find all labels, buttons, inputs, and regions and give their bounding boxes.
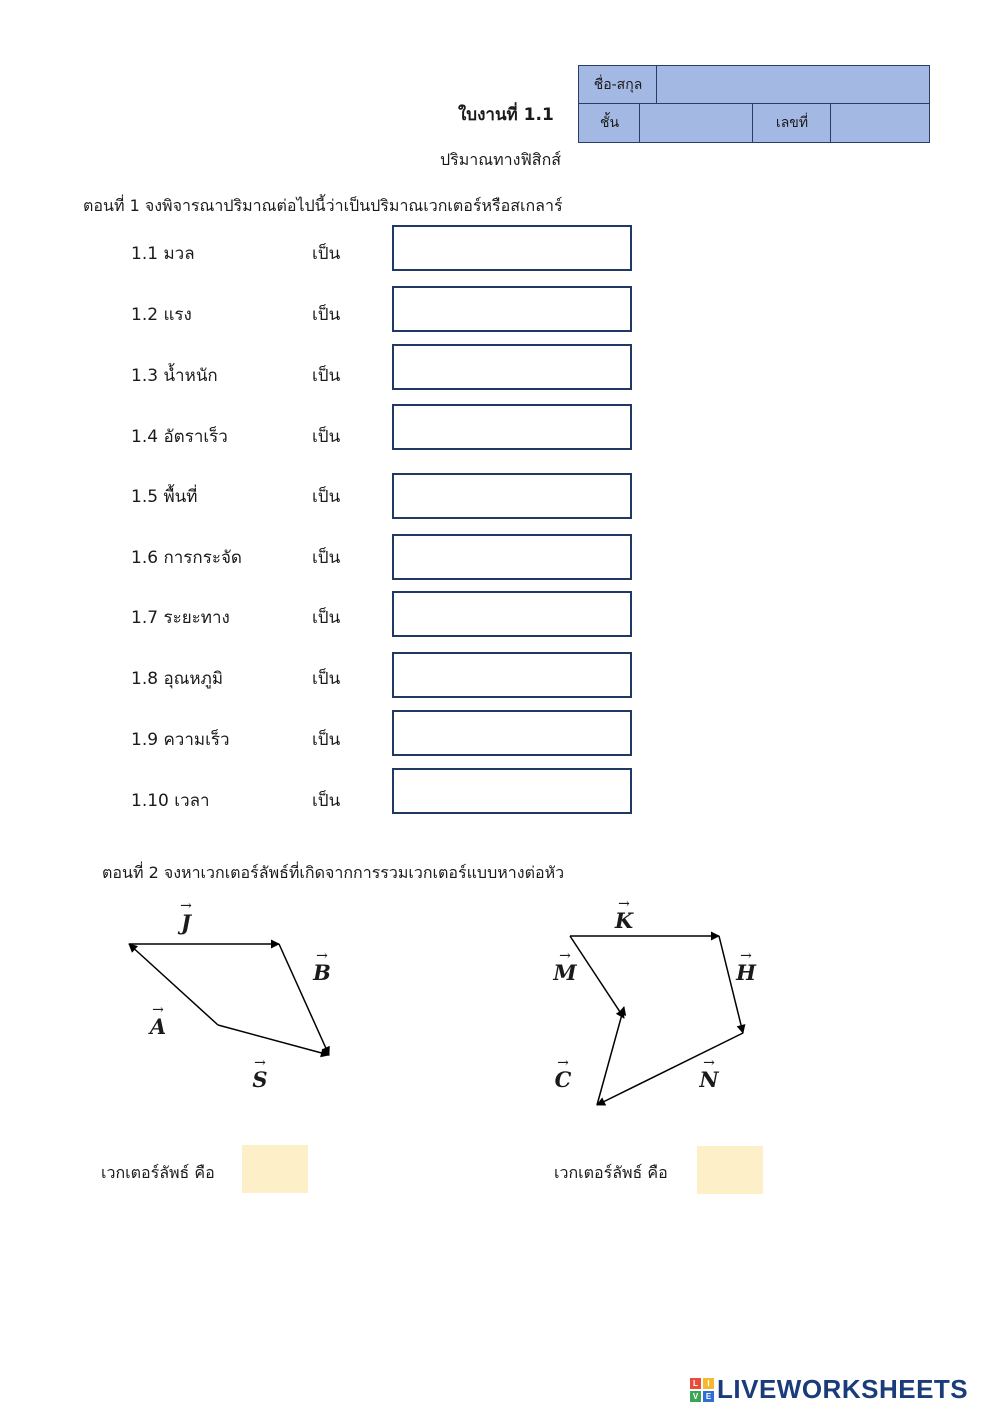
is-label-5: เป็น: [312, 487, 341, 507]
is-label-7: เป็น: [312, 608, 341, 628]
question-label-6: 1.6 การกระจัด: [131, 548, 242, 568]
is-label-10: เป็น: [312, 791, 341, 811]
vector-c-label: → C: [551, 1059, 575, 1092]
question-label-3: 1.3 น้ำหนัก: [131, 366, 218, 386]
vector-s-label: → S: [248, 1059, 272, 1092]
vector-h-label: → H: [734, 952, 758, 985]
vector-arrow-icon: →: [254, 1055, 266, 1071]
vector-m-line: [570, 936, 624, 1018]
worksheet-title: ใบงานที่ 1.1: [458, 105, 554, 125]
worksheet-subtitle: ปริมาณทางฟิสิกส์: [440, 150, 562, 169]
name-label: ชื่อ-สกุล: [593, 77, 643, 93]
question-label-1: 1.1 มวล: [131, 244, 195, 264]
vector-n-label: → N: [697, 1059, 721, 1092]
vector-arrow-icon: →: [559, 948, 571, 964]
vector-c-line: [597, 1007, 624, 1105]
vector-a-label: → A: [146, 1006, 170, 1039]
vector-arrow-icon: →: [316, 948, 328, 964]
result-answer-box-left[interactable]: [242, 1145, 308, 1193]
result-answer-box-right[interactable]: [697, 1146, 763, 1194]
part1-instruction: ตอนที่ 1 จงพิจารณาปริมาณต่อไปนี้ว่าเป็นปริมาณเวกเตอร์หรือสเกลาร์: [83, 196, 563, 215]
vector-m-label: → M: [553, 948, 577, 985]
is-label-4: เป็น: [312, 427, 341, 447]
class-label: ชั้น: [599, 115, 620, 131]
question-label-7: 1.7 ระยะทาง: [131, 608, 230, 628]
vector-n-line: [597, 1033, 743, 1105]
part2-instruction: ตอนที่ 2 จงหาเวกเตอร์ลัพธ์ที่เกิดจากการรวมเวกเตอร์แบบหางต่อหัว: [102, 863, 565, 882]
liveworksheets-logo-icon: L I V E: [690, 1378, 714, 1402]
vector-a-line: [129, 944, 218, 1025]
is-label-6: เป็น: [312, 548, 341, 568]
vector-k-label: → K: [612, 900, 636, 933]
vector-arrow-icon: →: [740, 948, 752, 964]
vector-arrow-icon: →: [557, 1055, 569, 1071]
vector-b-label: → B: [310, 952, 334, 985]
is-label-1: เป็น: [312, 244, 341, 264]
result-label-left: เวกเตอร์ลัพธ์ คือ: [101, 1163, 215, 1182]
vector-arrow-icon: →: [152, 1002, 164, 1018]
question-label-4: 1.4 อัตราเร็ว: [131, 427, 228, 447]
vector-arrow-icon: →: [180, 898, 192, 914]
result-label-right: เวกเตอร์ลัพธ์ คือ: [554, 1163, 668, 1182]
question-label-5: 1.5 พื้นที่: [131, 487, 198, 507]
vector-s-line: [218, 1025, 329, 1055]
number-label: เลขที่: [775, 115, 809, 131]
vector-arrow-icon: →: [618, 896, 630, 912]
question-label-10: 1.10 เวลา: [131, 791, 210, 811]
is-label-9: เป็น: [312, 730, 341, 750]
question-label-8: 1.8 อุณหภูมิ: [131, 669, 224, 689]
vector-j-label: → J: [174, 902, 198, 935]
is-label-3: เป็น: [312, 366, 341, 386]
vector-arrow-icon: →: [703, 1055, 715, 1071]
liveworksheets-logo: [690, 1374, 968, 1405]
is-label-8: เป็น: [312, 669, 341, 689]
question-label-2: 1.2 แรง: [131, 305, 192, 325]
question-label-9: 1.9 ความเร็ว: [131, 730, 230, 750]
liveworksheets-brand: LIVEWORKSHEETS: [717, 1374, 969, 1404]
is-label-2: เป็น: [312, 305, 341, 325]
